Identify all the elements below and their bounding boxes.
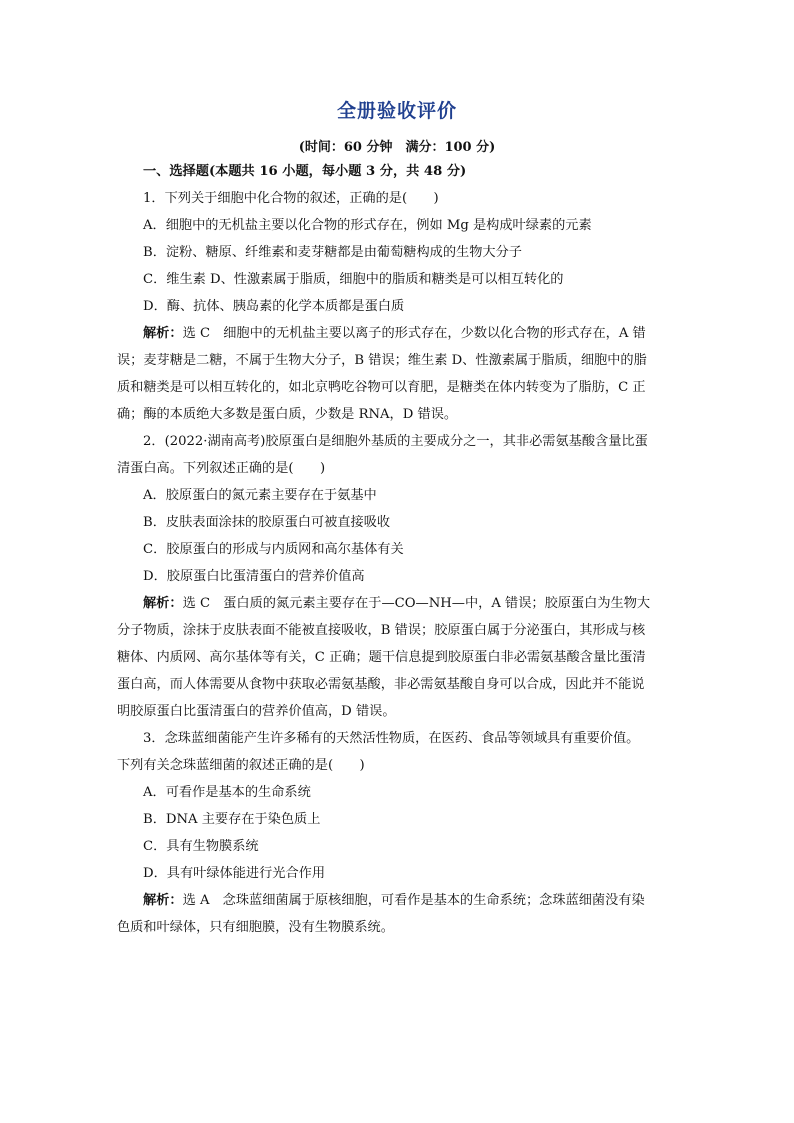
analysis-label: 解析： xyxy=(143,893,183,908)
question-2 xyxy=(117,428,687,725)
analysis-line: 色质和叶绿体，只有细胞膜，没有生物膜系统。 xyxy=(117,920,394,935)
section-heading-note: (本题共 16 小题，每小题 3 分，共 48 分) xyxy=(208,164,467,179)
analysis-line: 明胶原蛋白比蛋清蛋白的营养价值高，D 错误。 xyxy=(117,704,396,719)
analysis-line: 质和糖类是可以相互转化的，如北京鸭吃谷物可以育肥，是糖类在体内转变为了脂肪，C 正 xyxy=(117,380,646,395)
option-a: A．细胞中的无机盐主要以化合物的形式存在，例如 Mg 是构成叶绿素的元素 xyxy=(143,218,592,233)
section-heading-label: 一、选择题 xyxy=(143,164,209,179)
option-b: B．DNA 主要存在于染色质上 xyxy=(143,812,321,827)
analysis-text: 选 C 细胞中的无机盐主要以离子的形式存在，少数以化合物的形式存在，A 错 xyxy=(182,326,646,341)
analysis-line xyxy=(117,887,687,914)
option-b: B．淀粉、糖原、纤维素和麦芽糖都是由葡萄糖构成的生物大分子 xyxy=(143,245,522,260)
analysis-line: 蛋白高，而人体需要从食物中获取必需氨基酸，非必需氨基酸自身可以合成，因此并不能说 xyxy=(117,677,645,692)
option-d: D．胶原蛋白比蛋清蛋白的营养价值高 xyxy=(143,569,365,584)
page-title: 全册验收评价 xyxy=(336,100,457,122)
option-c: C．具有生物膜系统 xyxy=(143,839,259,854)
question-stem: 1．下列关于细胞中化合物的叙述，正确的是( ) xyxy=(143,191,439,206)
question-stem: 3．念珠蓝细菌能产生许多稀有的天然活性物质，在医药、食品等领域具有重要价值。 xyxy=(143,731,640,746)
analysis-line: 分子物质，涂抹于皮肤表面不能被直接吸收，B 错误；胶原蛋白属于分泌蛋白，其形成与核 xyxy=(117,623,646,638)
question-stem: 2．(2022·湖南高考)胶原蛋白是细胞外基质的主要成分之一，其非必需氨基酸含量比蛋 xyxy=(143,434,648,449)
analysis-line xyxy=(117,320,687,347)
question-stem: 清蛋白高。下列叙述正确的是( ) xyxy=(117,461,326,476)
question-stem: 下列有关念珠蓝细菌的叙述正确的是( ) xyxy=(117,758,365,773)
exam-info: (时间：60 分钟 满分：100 分) xyxy=(298,140,496,155)
analysis-text: 选 A 念珠蓝细菌属于原核细胞，可看作是基本的生命系统；念珠蓝细菌没有染 xyxy=(182,893,645,908)
analysis-line: 糖体、内质网、高尔基体等有关，C 正确；题干信息提到胶原蛋白非必需氨基酸含量比蛋清 xyxy=(117,650,646,665)
analysis-label: 解析： xyxy=(143,596,183,611)
option-c: C．维生素 D、性激素属于脂质，细胞中的脂质和糖类是可以相互转化的 xyxy=(143,272,564,287)
analysis-line: 确；酶的本质绝大多数是蛋白质，少数是 RNA，D 错误。 xyxy=(117,407,458,422)
option-a: A．胶原蛋白的氮元素主要存在于氨基中 xyxy=(143,488,377,503)
option-d: D．具有叶绿体能进行光合作用 xyxy=(143,866,326,881)
option-d: D．酶、抗体、胰岛素的化学本质都是蛋白质 xyxy=(143,299,405,314)
analysis-line: 误；麦芽糖是二糖，不属于生物大分子，B 错误；维生素 D、性激素属于脂质，细胞中的脂 xyxy=(117,353,647,368)
analysis-line xyxy=(117,590,687,617)
analysis-label: 解析： xyxy=(143,326,183,341)
question-3 xyxy=(117,725,687,941)
option-b: B．皮肤表面涂抹的胶原蛋白可被直接吸收 xyxy=(143,515,391,530)
document-body xyxy=(117,158,687,941)
analysis-text: 选 C 蛋白质的氮元素主要存在于—CO—NH—中，A 错误；胶原蛋白为生物大 xyxy=(182,596,651,611)
question-1 xyxy=(117,185,687,428)
option-a: A．可看作是基本的生命系统 xyxy=(143,785,311,800)
option-c: C．胶原蛋白的形成与内质网和高尔基体有关 xyxy=(143,542,404,557)
section-heading xyxy=(117,158,687,185)
